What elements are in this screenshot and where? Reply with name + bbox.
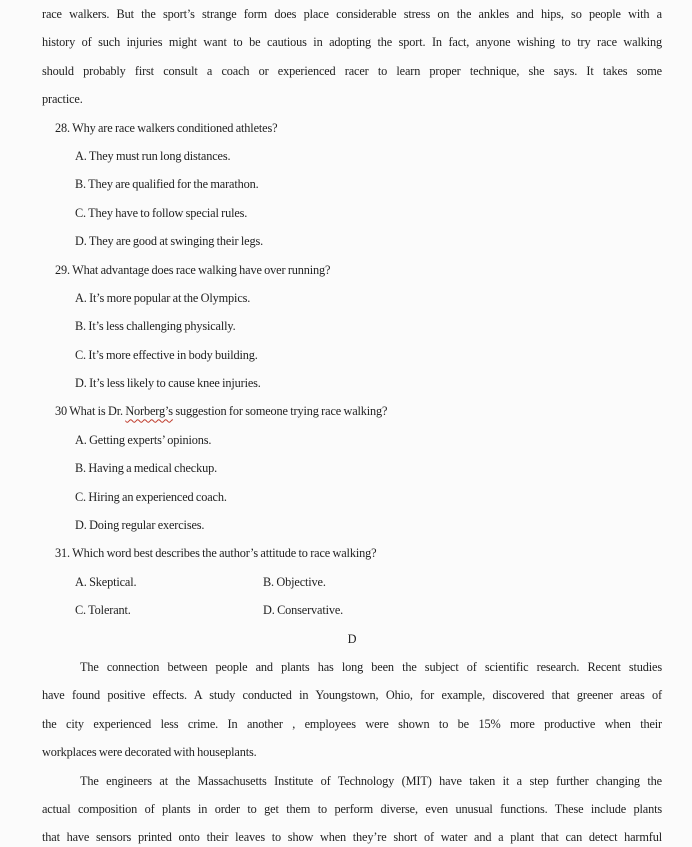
- question-31-options-row: [42, 596, 662, 624]
- section-d-paragraph-2: [42, 767, 662, 847]
- question-29-option-b: B. It’s less challenging physically.: [75, 319, 236, 334]
- paragraph-line: practice.: [42, 92, 83, 107]
- stem-text: suggestion for someone trying race walking?: [172, 404, 388, 419]
- question-31-option-a: A. Skeptical.: [75, 574, 137, 589]
- question-28: [42, 114, 662, 256]
- paragraph-line: The engineers at the Massachusetts Institute of Technology (MIT) have taken it a step further changing the: [80, 773, 662, 788]
- question-28-option-d: D. They are good at swinging their legs.: [75, 234, 264, 249]
- stem-text: 30 What is Dr.: [55, 404, 126, 419]
- paragraph-line: history of such injuries might want to be cautious in adopting the sport. In fact, anyone wishing to try race walking: [42, 35, 662, 50]
- section-d-paragraph-1: [42, 653, 662, 767]
- question-28-option-b: B. They are qualified for the marathon.: [75, 177, 259, 192]
- question-30-option-d: D. Doing regular exercises.: [75, 518, 205, 533]
- question-31-option-d: D. Conservative.: [263, 603, 344, 618]
- paragraph-line: have found positive effects. A study conducted in Youngstown, Ohio, for example, discovered that greener areas of: [42, 688, 662, 703]
- paragraph-line: The connection between people and plants has long been the subject of scientific research. Recent studies: [80, 659, 662, 674]
- question-30-stem: [42, 397, 662, 425]
- question-28-option-c: C. They have to follow special rules.: [75, 205, 248, 220]
- question-31-option-b: B. Objective.: [263, 574, 326, 589]
- question-28-stem: 28. Why are race walkers conditioned athletes?: [55, 120, 278, 135]
- question-29-option-c: C. It’s more effective in body building.: [75, 347, 258, 362]
- spellcheck-underlined-word: Norberg’s: [125, 404, 173, 419]
- question-31-options-row: [42, 568, 662, 596]
- question-28-option-a: A. They must run long distances.: [75, 148, 231, 163]
- question-29-option-a: A. It’s more popular at the Olympics.: [75, 290, 251, 305]
- question-30-option-c: C. Hiring an experienced coach.: [75, 489, 227, 504]
- paragraph-line: race walkers. But the sport’s strange form does place considerable stress on the ankles and hips, so people with a: [42, 7, 662, 21]
- question-31-option-c: C. Tolerant.: [75, 603, 131, 618]
- intro-paragraph: [42, 0, 662, 114]
- paragraph-line: that have sensors printed onto their leaves to show when they’re short of water and a plant that can detect harmful: [42, 830, 662, 845]
- question-30: [42, 397, 662, 539]
- question-30-option-b: B. Having a medical checkup.: [75, 461, 217, 476]
- question-29-stem: 29. What advantage does race walking have over running?: [55, 262, 331, 277]
- paragraph-line: the city experienced less crime. In another , employees were shown to be 15% more productive when their: [42, 716, 662, 731]
- question-31: [42, 539, 662, 624]
- question-29: [42, 256, 662, 398]
- question-29-option-d: D. It’s less likely to cause knee injuries.: [75, 376, 261, 391]
- section-d-header: D: [347, 631, 357, 646]
- question-30-option-a: A. Getting experts’ opinions.: [75, 432, 212, 447]
- paragraph-line: should probably first consult a coach or experienced racer to learn proper technique, she says. It takes some: [42, 63, 662, 78]
- paragraph-line: workplaces were decorated with houseplants.: [42, 745, 257, 760]
- paragraph-line: actual composition of plants in order to get them to perform diverse, even unusual functions. These include plants: [42, 801, 662, 816]
- question-31-stem: 31. Which word best describes the author’s attitude to race walking?: [55, 546, 377, 561]
